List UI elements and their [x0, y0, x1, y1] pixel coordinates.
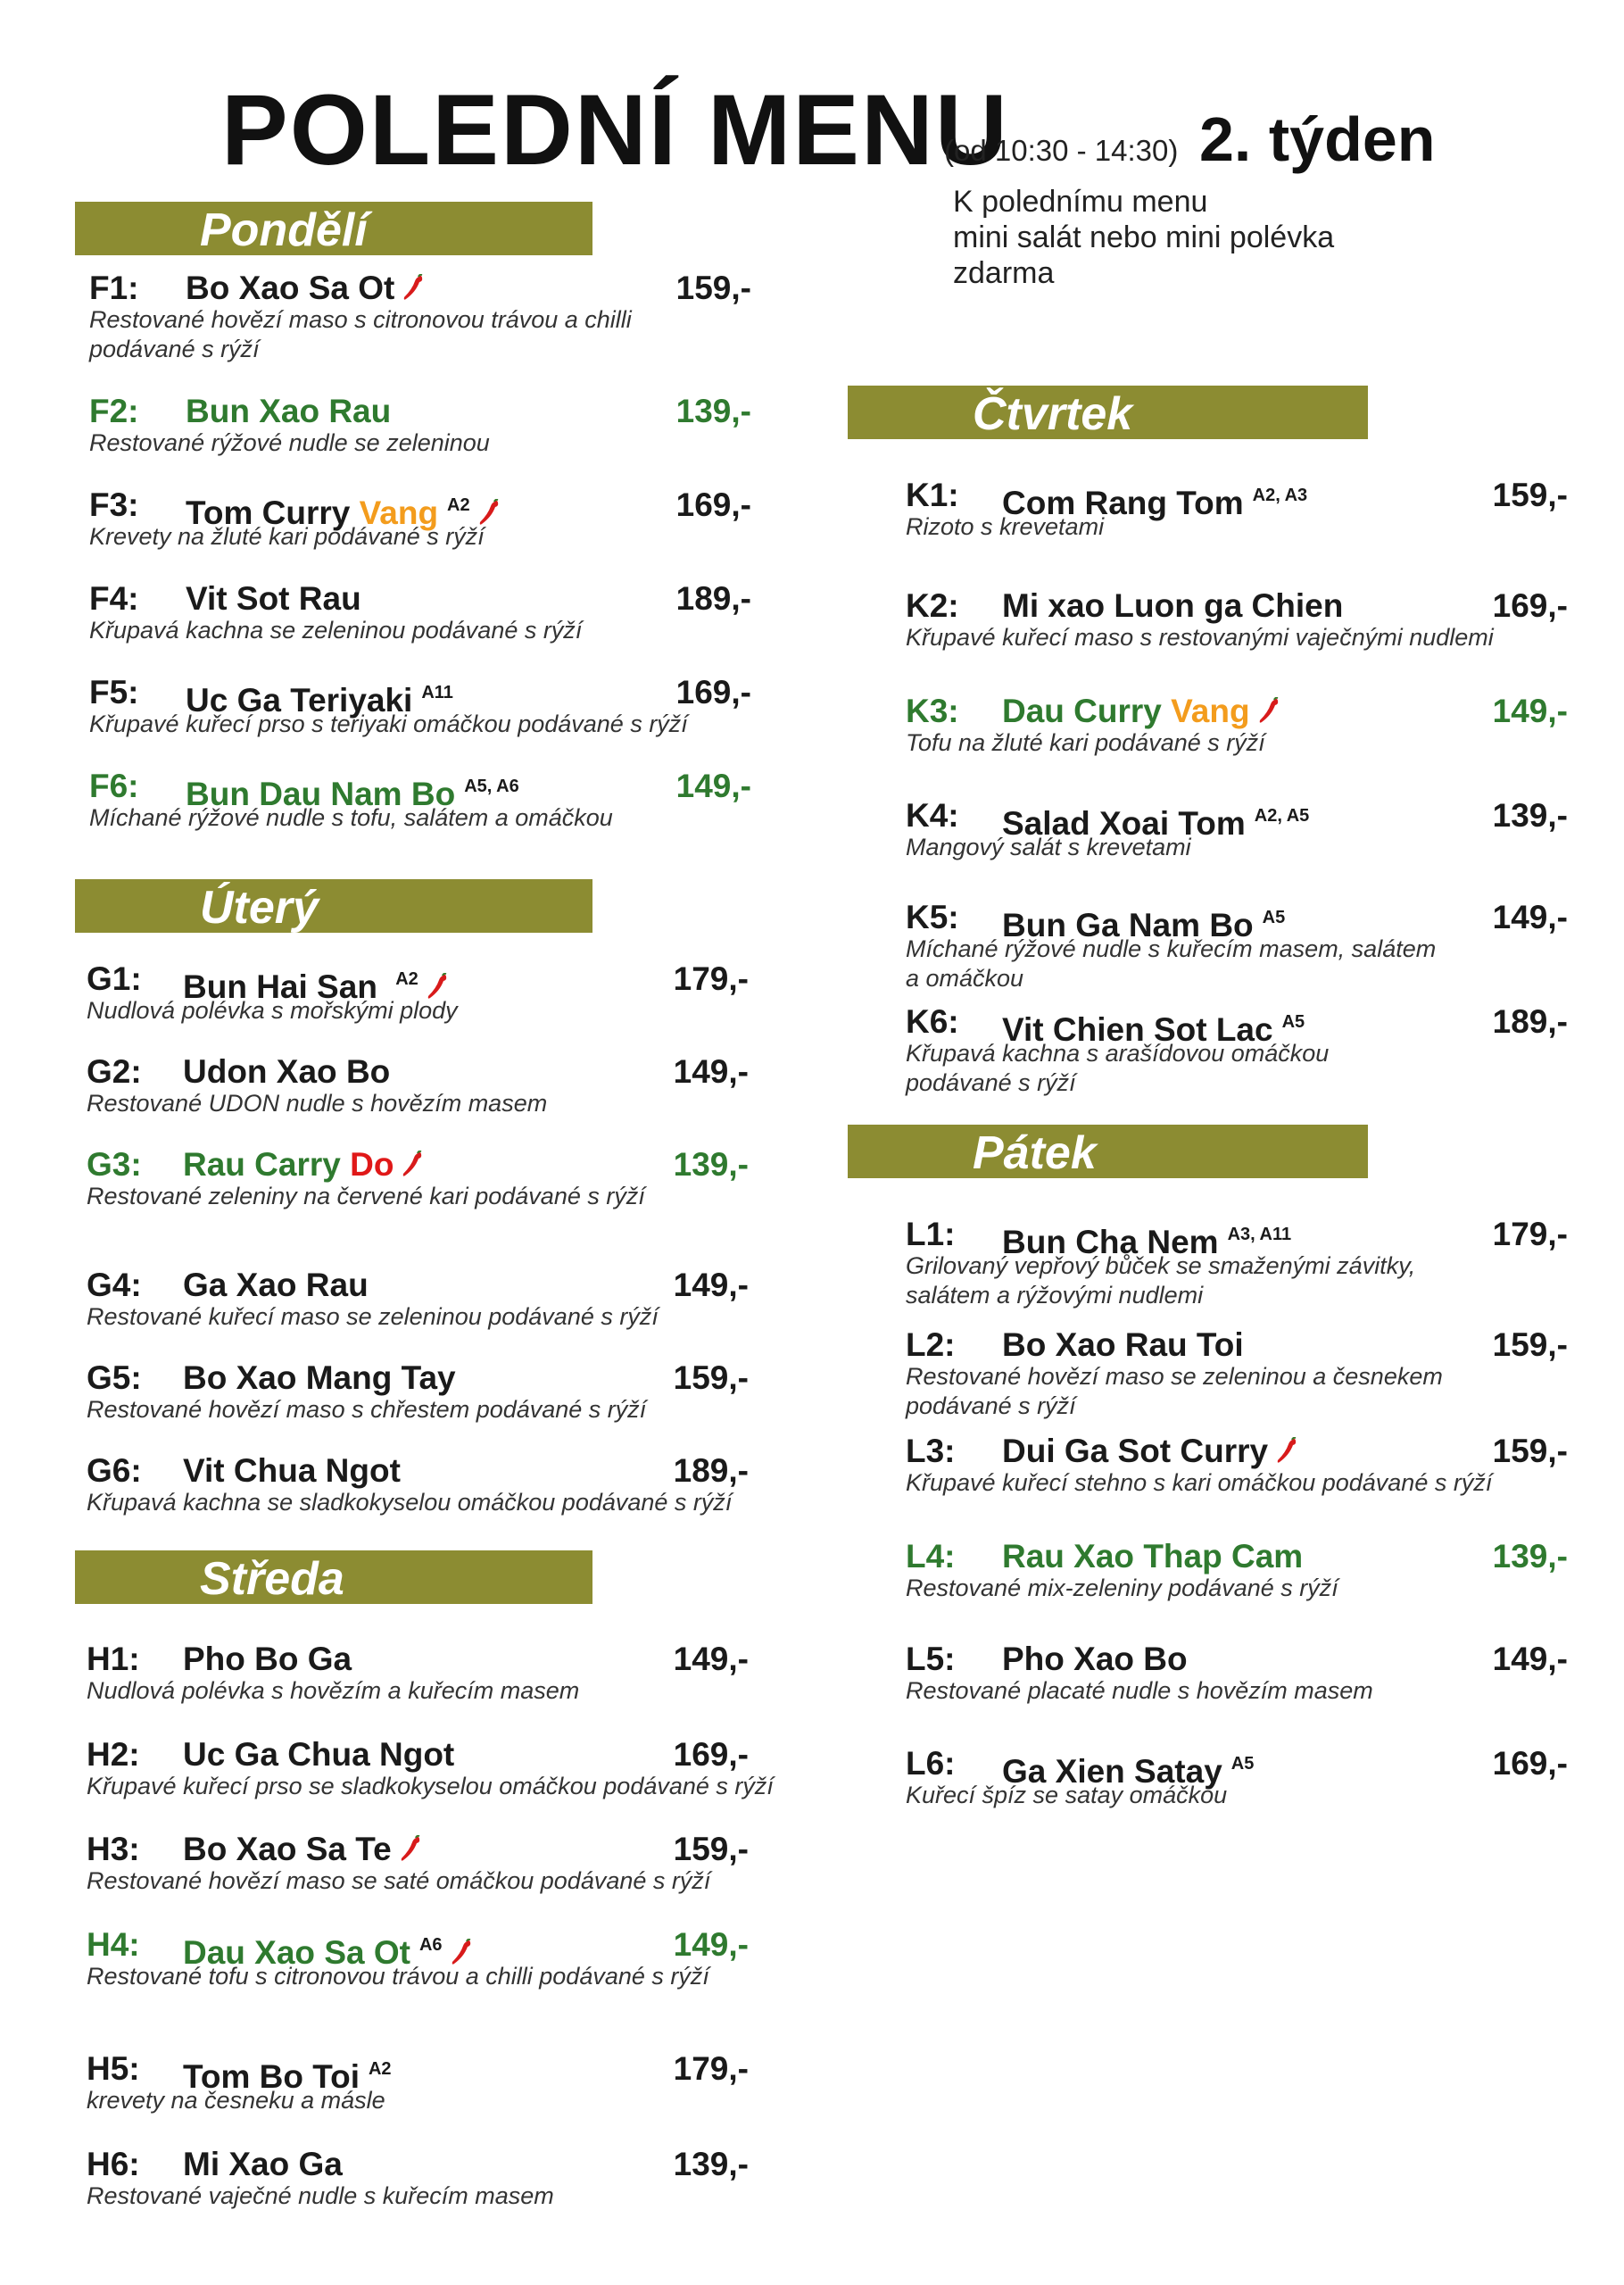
item-description: Krevety na žluté kari podávané s rýží	[89, 523, 485, 550]
serving-hours: (od 10:30 - 14:30)	[944, 134, 1179, 167]
item-code: G3:	[87, 1146, 142, 1183]
item-code: H3:	[87, 1831, 140, 1867]
item-price: 149,-	[1492, 693, 1568, 729]
item-name: Rau Xao Thap Cam	[1002, 1538, 1304, 1575]
item-price: 159,-	[1492, 1326, 1568, 1363]
item-description: Restované hovězí maso s chřestem podávané s rýží	[87, 1396, 647, 1423]
menu-item	[906, 899, 1568, 992]
item-code: L3:	[906, 1433, 956, 1469]
item-code: G4:	[87, 1267, 142, 1303]
item-name: Bo Xao Mang Tay	[183, 1359, 456, 1396]
menu-item	[89, 486, 751, 567]
item-code: K6:	[906, 1003, 959, 1040]
menu-item	[906, 797, 1568, 877]
day-banner-thursday	[848, 386, 1368, 439]
item-code: G1:	[87, 960, 142, 997]
item-name: Dui Ga Sot Curry	[1002, 1433, 1298, 1470]
item-price: 159,-	[675, 270, 751, 306]
item-name: Bun Ga Nam Bo $^{A5}$	[1002, 907, 1286, 943]
item-code: L6:	[906, 1745, 956, 1782]
menu-item	[906, 587, 1568, 668]
item-description: Restované mix-zeleniny podávané s rýží	[906, 1575, 1338, 1601]
item-name: Bo Xao Sa Ot	[186, 270, 425, 307]
item-description: Restované hovězí maso s citronovou trávou a chilli podávané s rýží	[89, 306, 632, 362]
item-code: H1:	[87, 1641, 140, 1677]
item-price: 189,-	[1492, 1003, 1568, 1040]
item-description: Nudlová polévka s hovězím a kuřecím masem	[87, 1677, 580, 1704]
item-price: 179,-	[1492, 1216, 1568, 1252]
day-label: Čtvrtek	[973, 388, 1133, 440]
day-banner-monday	[75, 202, 592, 255]
item-price: 189,-	[673, 1452, 749, 1489]
item-name: Uc Ga Chua Ngot	[183, 1736, 455, 1773]
note-line: zdarma	[953, 256, 1055, 290]
item-name: Bo Xao Rau Toi	[1002, 1326, 1244, 1363]
item-code: F1:	[89, 270, 139, 306]
day-label: Úterý	[200, 882, 319, 934]
menu-item	[87, 1736, 774, 1816]
item-code: K3:	[906, 693, 959, 729]
item-price: 159,-	[1492, 477, 1568, 513]
item-price: 169,-	[1492, 587, 1568, 624]
header	[221, 74, 1488, 186]
item-description: Křupavá kachna s arašídovou omáčkou podávané s rýží	[906, 1040, 1330, 1096]
item-price: 169,-	[1492, 1745, 1568, 1782]
item-price: 169,-	[675, 674, 751, 710]
page-title: POLEDNÍ MENU	[221, 74, 1009, 186]
day-label: Pondělí	[200, 204, 368, 256]
item-price: 139,-	[1492, 797, 1568, 834]
day-label: Středa	[200, 1553, 344, 1605]
item-code: F3:	[89, 486, 139, 523]
chili-icon	[1257, 697, 1280, 726]
item-description: Křupavé kuřecí prso se sladkokyselou omáčkou podávané s rýží	[87, 1773, 774, 1799]
item-price: 139,-	[675, 393, 751, 429]
item-name: Vit Chien Sot Lac $^{A5}$	[1002, 1011, 1305, 1048]
item-price: 149,-	[1492, 1641, 1568, 1677]
menu-item	[89, 768, 751, 848]
menu-item	[87, 1359, 749, 1440]
item-description: Křupavé kuřecí prso s teriyaki omáčkou podávané s rýží	[89, 710, 688, 737]
item-name: Udon Xao Bo	[183, 1053, 391, 1090]
item-name: Uc Ga Teriyaki $^{A11}$	[186, 682, 453, 719]
item-name: Ga Xao Rau	[183, 1267, 369, 1303]
week-label: 2. týden	[1199, 104, 1436, 174]
item-code: L2:	[906, 1326, 956, 1363]
item-description: Mangový salát s krevetami	[906, 834, 1191, 860]
menu-item	[87, 2146, 749, 2226]
item-description: Tofu na žluté kari podávané s rýží	[906, 729, 1265, 756]
item-description: Křupavá kachna se sladkokyselou omáčkou podávané s rýží	[87, 1489, 733, 1516]
item-description: Nudlová polévka s mořskými plody	[87, 997, 458, 1024]
item-name: Mi Xao Ga	[183, 2146, 343, 2182]
item-price: 139,-	[673, 2146, 749, 2182]
menu-item	[87, 1053, 749, 1134]
item-price: 149,-	[673, 1267, 749, 1303]
item-price: 189,-	[675, 580, 751, 617]
item-price: 159,-	[1492, 1433, 1568, 1469]
item-name: Dau Curry Vang	[1002, 693, 1280, 730]
menu-item	[906, 477, 1568, 557]
item-name: Ga Xien Satay $^{A5}$	[1002, 1753, 1255, 1790]
item-description: Restované vaječné nudle s kuřecím masem	[87, 2182, 554, 2209]
item-code: F4:	[89, 580, 139, 617]
item-name: Com Rang Tom $^{A2, A3}$	[1002, 485, 1308, 521]
item-name: Bun Dau Nam Bo $^{A5, A6}$	[186, 776, 519, 812]
item-name: Dau Xao Sa Ot $^{A6}$	[183, 1926, 473, 1972]
item-description: krevety na česneku a másle	[87, 2087, 385, 2114]
item-code: K5:	[906, 899, 959, 935]
item-description: Restované kuřecí maso se zeleninou podávané s rýží	[87, 1303, 659, 1330]
item-code: K2:	[906, 587, 959, 624]
chili-icon	[402, 274, 425, 303]
item-name: Vit Sot Rau	[186, 580, 361, 617]
menu-item	[87, 960, 749, 1041]
menu-item	[89, 580, 751, 661]
menu-item	[87, 1267, 749, 1347]
item-name: Vit Chua Ngot	[183, 1452, 401, 1489]
menu-item	[89, 270, 751, 362]
menu-item	[89, 393, 751, 473]
day-banner-friday	[848, 1125, 1368, 1178]
item-description: Restované rýžové nudle se zeleninou	[89, 429, 490, 456]
menu-item	[906, 1745, 1568, 1825]
item-price: 149,-	[673, 1926, 749, 1963]
item-price: 149,-	[673, 1053, 749, 1090]
item-price: 139,-	[673, 1146, 749, 1183]
item-name: Bun Hai San $^{A2}$	[183, 960, 449, 1006]
item-code: G5:	[87, 1359, 142, 1396]
day-label: Pátek	[973, 1127, 1097, 1179]
item-price: 179,-	[673, 960, 749, 997]
item-description: Míchané rýžové nudle s tofu, salátem a omáčkou	[89, 804, 613, 831]
menu-item	[906, 1216, 1568, 1309]
item-name: Tom Bo Toi $^{A2}$	[183, 2058, 392, 2095]
menu-item	[87, 1452, 749, 1533]
item-description: Restované hovězí maso se saté omáčkou podávané s rýží	[87, 1867, 711, 1894]
menu-item	[906, 1003, 1568, 1096]
item-description: Restované hovězí maso se zeleninou a česnekem podávané s rýží	[906, 1363, 1443, 1419]
item-description: Restované zeleniny na červené kari podávané s rýží	[87, 1183, 645, 1209]
menu-item	[89, 674, 751, 754]
item-code: K4:	[906, 797, 959, 834]
item-description: Křupavá kachna se zeleninou podávané s rýží	[89, 617, 583, 644]
item-name: Pho Bo Ga	[183, 1641, 352, 1677]
menu-item	[87, 1831, 749, 1911]
item-name: Bun Xao Rau	[186, 393, 392, 429]
item-code: H5:	[87, 2050, 140, 2087]
item-code: F2:	[89, 393, 139, 429]
chili-icon	[401, 1151, 424, 1179]
item-code: L5:	[906, 1641, 956, 1677]
item-price: 149,-	[675, 768, 751, 804]
item-description: Kuřecí špíz se satay omáčkou	[906, 1782, 1228, 1808]
menu-item	[906, 1326, 1568, 1419]
item-price: 179,-	[673, 2050, 749, 2087]
item-code: F6:	[89, 768, 139, 804]
menu-item	[906, 1538, 1568, 1618]
note-line: K polednímu menu	[953, 185, 1208, 219]
menu-item	[87, 1926, 749, 2007]
menu-item	[87, 1146, 749, 1226]
item-description: Grilovaný vepřový bůček se smaženými závitky, salátem a rýžovými nudlemi	[906, 1252, 1416, 1309]
free-side-note	[953, 184, 1453, 291]
item-description: Restované UDON nudle s hovězím masem	[87, 1090, 548, 1117]
item-name: Mi xao Luon ga Chien	[1002, 587, 1344, 624]
item-code: L1:	[906, 1216, 956, 1252]
item-code: L4:	[906, 1538, 956, 1575]
item-name: Bo Xao Sa Te	[183, 1831, 422, 1868]
item-name: Bun Cha Nem $^{A3, A11}$	[1002, 1224, 1292, 1260]
item-description: Rizoto s krevetami	[906, 513, 1105, 540]
item-code: F5:	[89, 674, 139, 710]
item-price: 139,-	[1492, 1538, 1568, 1575]
item-code: G6:	[87, 1452, 142, 1489]
item-code: H2:	[87, 1736, 140, 1773]
item-price: 149,-	[673, 1641, 749, 1677]
item-name: Rau Carry Do	[183, 1146, 424, 1184]
menu-item	[906, 1641, 1568, 1721]
item-description: Křupavé kuřecí maso s restovanými vaječnými nudlemi	[906, 624, 1494, 651]
item-description: Restované placaté nudle s hovězím masem	[906, 1677, 1373, 1704]
item-price: 149,-	[1492, 899, 1568, 935]
menu-item	[87, 1641, 749, 1721]
item-price: 159,-	[673, 1359, 749, 1396]
item-price: 169,-	[675, 486, 751, 523]
day-banner-tuesday	[75, 879, 592, 933]
menu-item	[906, 1433, 1568, 1513]
chili-icon	[1275, 1437, 1298, 1466]
item-code: K1:	[906, 477, 959, 513]
item-price: 159,-	[673, 1831, 749, 1867]
menu-item	[906, 693, 1568, 773]
item-name: Pho Xao Bo	[1002, 1641, 1188, 1677]
menu-item	[87, 2050, 749, 2131]
item-code: H6:	[87, 2146, 140, 2182]
item-code: H4:	[87, 1926, 140, 1963]
day-banner-wednesday	[75, 1550, 592, 1604]
item-description: Míchané rýžové nudle s kuřecím masem, salátem a omáčkou	[906, 935, 1437, 992]
item-name: Tom Curry Vang $^{A2}$	[186, 486, 501, 532]
item-name: Salad Xoai Tom $^{A2, A5}$	[1002, 805, 1310, 842]
item-description: Křupavé kuřecí stehno s kari omáčkou podávané s rýží	[906, 1469, 1493, 1496]
chili-icon	[399, 1835, 422, 1864]
item-code: G2:	[87, 1053, 142, 1090]
note-line: mini salát nebo mini polévka	[953, 220, 1335, 254]
item-description: Restované tofu s citronovou trávou a chilli podávané s rýží	[87, 1963, 709, 1990]
item-price: 169,-	[673, 1736, 749, 1773]
